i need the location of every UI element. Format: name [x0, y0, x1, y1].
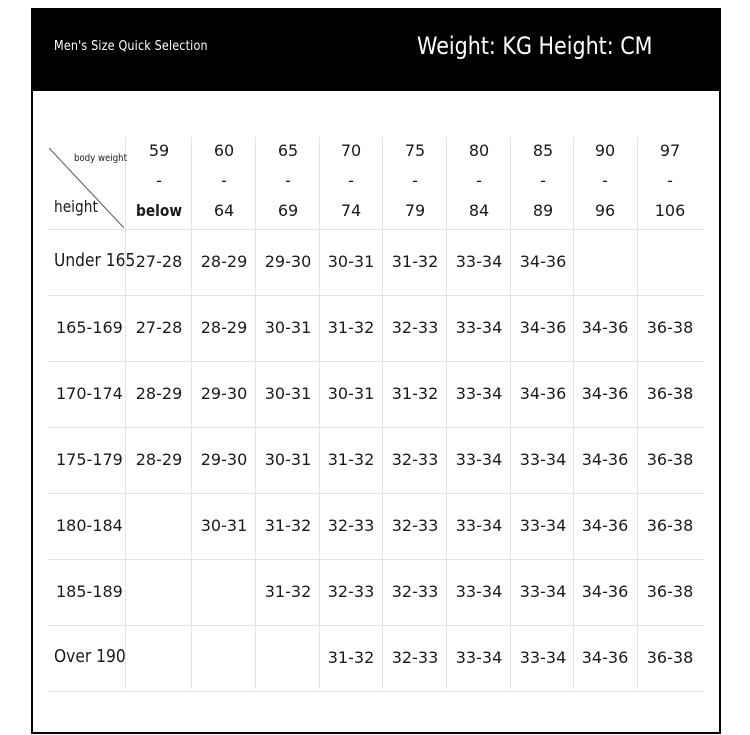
size-cell: 33-34	[455, 318, 503, 337]
row-divider	[48, 691, 704, 692]
size-cell: 33-34	[455, 582, 503, 601]
row-divider	[48, 229, 704, 230]
size-cell: 32-33	[391, 318, 439, 337]
height-range-label: 170-174	[56, 384, 123, 403]
size-cell: 32-33	[327, 516, 375, 535]
weight-range-sep: -	[412, 171, 418, 190]
corner-label-weight: body weight	[74, 153, 128, 164]
size-cell: 32-33	[391, 648, 439, 667]
size-cell: 32-33	[391, 450, 439, 469]
size-cell: 36-38	[646, 516, 694, 535]
size-cell: 30-31	[264, 450, 312, 469]
size-cell: 36-38	[646, 648, 694, 667]
size-cell: 31-32	[327, 450, 375, 469]
size-cell: 28-29	[200, 318, 248, 337]
size-cell: 31-32	[327, 318, 375, 337]
height-range-label: 185-189	[56, 582, 123, 601]
size-cell: 34-36	[581, 450, 629, 469]
size-cell: 30-31	[327, 384, 375, 403]
size-cell: 34-36	[581, 582, 629, 601]
column-divider	[637, 137, 638, 689]
weight-range-to: 79	[404, 201, 426, 220]
size-cell: 36-38	[646, 384, 694, 403]
height-range-label: 175-179	[56, 450, 123, 469]
height-range-label: 165-169	[56, 318, 123, 337]
row-divider	[48, 493, 704, 494]
size-cell: 33-34	[455, 252, 503, 271]
height-range-label: Over 190	[54, 646, 126, 667]
size-cell: 36-38	[646, 582, 694, 601]
column-divider	[319, 137, 320, 689]
weight-range-from: 70	[340, 141, 362, 160]
size-cell: 28-29	[135, 450, 183, 469]
chart-header	[33, 10, 719, 91]
size-cell: 31-32	[327, 648, 375, 667]
weight-range-to: 64	[213, 201, 235, 220]
row-divider	[48, 295, 704, 296]
row-divider	[48, 625, 704, 626]
size-cell: 33-34	[455, 648, 503, 667]
size-cell: 31-32	[391, 384, 439, 403]
size-cell: 34-36	[581, 648, 629, 667]
size-cell: 31-32	[264, 582, 312, 601]
weight-range-to: 89	[532, 201, 554, 220]
column-divider	[446, 137, 447, 689]
column-divider	[191, 137, 192, 689]
size-cell: 34-36	[581, 516, 629, 535]
size-cell: 29-30	[200, 450, 248, 469]
weight-range-sep: -	[348, 171, 354, 190]
size-cell: 30-31	[327, 252, 375, 271]
row-divider	[48, 559, 704, 560]
weight-range-from: 75	[404, 141, 426, 160]
size-cell: 28-29	[135, 384, 183, 403]
weight-range-to: below	[135, 201, 183, 220]
size-cell: 33-34	[519, 450, 567, 469]
size-cell: 33-34	[519, 582, 567, 601]
size-cell: 36-38	[646, 318, 694, 337]
size-cell: 34-36	[581, 318, 629, 337]
weight-range-from: 97	[659, 141, 681, 160]
column-divider	[255, 137, 256, 689]
size-cell: 32-33	[391, 582, 439, 601]
size-cell: 33-34	[519, 648, 567, 667]
size-cell: 31-32	[264, 516, 312, 535]
weight-range-sep: -	[602, 171, 608, 190]
weight-range-sep: -	[667, 171, 673, 190]
size-cell: 32-33	[391, 516, 439, 535]
column-divider	[125, 137, 126, 689]
weight-range-to: 69	[277, 201, 299, 220]
size-cell: 32-33	[327, 582, 375, 601]
weight-range-from: 80	[468, 141, 490, 160]
weight-range-from: 59	[148, 141, 170, 160]
weight-range-from: 65	[277, 141, 299, 160]
weight-range-sep: -	[221, 171, 227, 190]
size-cell: 33-34	[455, 384, 503, 403]
weight-range-sep: -	[476, 171, 482, 190]
size-cell: 34-36	[581, 384, 629, 403]
weight-range-sep: -	[285, 171, 291, 190]
size-cell: 27-28	[135, 318, 183, 337]
weight-range-to: 74	[340, 201, 362, 220]
corner-label-height: height	[54, 197, 98, 216]
units-label: Weight: KG Height: CM	[417, 32, 653, 60]
weight-range-from: 60	[213, 141, 235, 160]
weight-range-from: 85	[532, 141, 554, 160]
size-cell: 33-34	[455, 450, 503, 469]
weight-range-sep: -	[156, 171, 162, 190]
size-cell: 31-32	[391, 252, 439, 271]
column-divider	[510, 137, 511, 689]
row-divider	[48, 427, 704, 428]
size-cell: 34-36	[519, 384, 567, 403]
weight-range-from: 90	[594, 141, 616, 160]
size-cell: 28-29	[200, 252, 248, 271]
size-cell: 33-34	[519, 516, 567, 535]
size-cell: 30-31	[264, 318, 312, 337]
size-cell: 29-30	[264, 252, 312, 271]
column-divider	[382, 137, 383, 689]
height-range-label: Under 165	[54, 250, 136, 271]
weight-range-sep: -	[540, 171, 546, 190]
height-range-label: 180-184	[56, 516, 123, 535]
size-cell: 36-38	[646, 450, 694, 469]
size-cell: 27-28	[135, 252, 183, 271]
size-cell: 34-36	[519, 252, 567, 271]
column-divider	[573, 137, 574, 689]
weight-range-to: 106	[654, 201, 686, 220]
chart-title: Men's Size Quick Selection	[54, 39, 208, 54]
weight-range-to: 84	[468, 201, 490, 220]
size-cell: 30-31	[200, 516, 248, 535]
size-cell: 33-34	[455, 516, 503, 535]
weight-range-to: 96	[594, 201, 616, 220]
size-cell: 34-36	[519, 318, 567, 337]
size-cell: 29-30	[200, 384, 248, 403]
row-divider	[48, 361, 704, 362]
size-cell: 30-31	[264, 384, 312, 403]
